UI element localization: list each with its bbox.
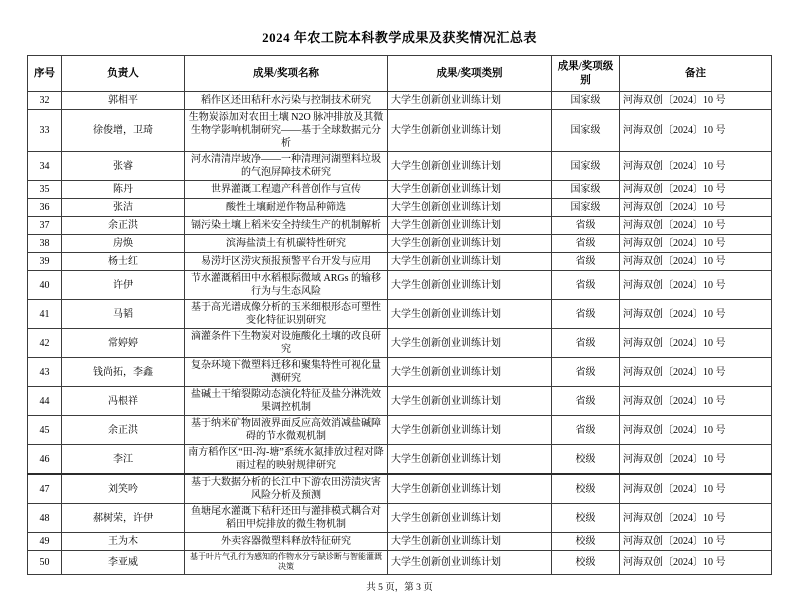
- cell-name: 稻作区还田秸秆水污染与控制技术研究: [185, 92, 388, 110]
- cell-leader: 马韬: [62, 300, 185, 329]
- cell-category: 大学生创新创业训练计划: [388, 533, 552, 551]
- cell-leader: 房焕: [62, 235, 185, 253]
- cell-category: 大学生创新创业训练计划: [388, 445, 552, 475]
- cell-leader: 余正洪: [62, 416, 185, 445]
- table-body: [28, 92, 772, 575]
- cell-no: 33: [28, 110, 62, 152]
- cell-remark: 河海双创〔2024〕10 号: [620, 152, 772, 181]
- cell-category: 大学生创新创业训练计划: [388, 387, 552, 416]
- cell-no: 34: [28, 152, 62, 181]
- cell-level: 校级: [552, 504, 620, 533]
- cell-name: 世界灌溉工程遗产科普创作与宣传: [185, 181, 388, 199]
- cell-no: 42: [28, 329, 62, 358]
- cell-level: 校级: [552, 533, 620, 551]
- cell-leader: 常婷婷: [62, 329, 185, 358]
- table-row: [28, 416, 772, 445]
- cell-category: 大学生创新创业训练计划: [388, 329, 552, 358]
- header-no: 序号: [28, 56, 62, 92]
- table-row: [28, 217, 772, 235]
- cell-name: 节水灌溉稻田中水稻根际微域 ARGs 的输移行为与生态风险: [185, 271, 388, 300]
- header-leader: 负责人: [62, 56, 185, 92]
- table-row: [28, 329, 772, 358]
- cell-remark: 河海双创〔2024〕10 号: [620, 504, 772, 533]
- cell-remark: 河海双创〔2024〕10 号: [620, 235, 772, 253]
- cell-leader: 李江: [62, 445, 185, 475]
- cell-name: 生物炭添加对农田土壤 N2O 脉冲排放及其微生物学影响机制研究——基于全球数据元分析: [185, 110, 388, 152]
- cell-no: 32: [28, 92, 62, 110]
- cell-category: 大学生创新创业训练计划: [388, 217, 552, 235]
- table-row: [28, 181, 772, 199]
- cell-name: 基于叶片气孔行为感知的作物水分亏缺诊断与智能灌溉决策: [185, 551, 388, 575]
- table-row: [28, 152, 772, 181]
- cell-name: 滴灌条件下生物炭对设施酸化土壤的改良研究: [185, 329, 388, 358]
- cell-level: 省级: [552, 387, 620, 416]
- cell-remark: 河海双创〔2024〕10 号: [620, 110, 772, 152]
- cell-no: 35: [28, 181, 62, 199]
- cell-remark: 河海双创〔2024〕10 号: [620, 92, 772, 110]
- cell-leader: 张睿: [62, 152, 185, 181]
- table-row: [28, 271, 772, 300]
- cell-name: 基于高光谱成像分析的玉米细根形态可塑性变化特征识别研究: [185, 300, 388, 329]
- cell-no: 48: [28, 504, 62, 533]
- table-row: [28, 358, 772, 387]
- cell-level: 省级: [552, 235, 620, 253]
- cell-category: 大学生创新创业训练计划: [388, 504, 552, 533]
- cell-leader: 杨士红: [62, 253, 185, 271]
- cell-category: 大学生创新创业训练计划: [388, 271, 552, 300]
- cell-no: 41: [28, 300, 62, 329]
- cell-category: 大学生创新创业训练计划: [388, 358, 552, 387]
- cell-level: 省级: [552, 253, 620, 271]
- cell-level: 省级: [552, 300, 620, 329]
- cell-no: 44: [28, 387, 62, 416]
- cell-level: 国家级: [552, 110, 620, 152]
- cell-category: 大学生创新创业训练计划: [388, 253, 552, 271]
- cell-no: 50: [28, 551, 62, 575]
- table-row: [28, 504, 772, 533]
- cell-remark: 河海双创〔2024〕10 号: [620, 253, 772, 271]
- cell-level: 校级: [552, 551, 620, 575]
- cell-level: 国家级: [552, 92, 620, 110]
- cell-level: 国家级: [552, 152, 620, 181]
- header-achievement-name: 成果/奖项名称: [185, 56, 388, 92]
- table-row: [28, 235, 772, 253]
- cell-remark: 河海双创〔2024〕10 号: [620, 271, 772, 300]
- cell-remark: 河海双创〔2024〕10 号: [620, 300, 772, 329]
- table-row: [28, 551, 772, 575]
- cell-name: 盐碱土干缩裂隙动态演化特征及盐分淋洗效果调控机制: [185, 387, 388, 416]
- table-row: [28, 92, 772, 110]
- cell-level: 省级: [552, 329, 620, 358]
- cell-category: 大学生创新创业训练计划: [388, 92, 552, 110]
- cell-category: 大学生创新创业训练计划: [388, 416, 552, 445]
- cell-no: 47: [28, 474, 62, 504]
- header-remark: 备注: [620, 56, 772, 92]
- cell-name: 河水清清岸坡净——一种清理河湖塑料垃圾的气泡屏障技术研究: [185, 152, 388, 181]
- cell-category: 大学生创新创业训练计划: [388, 551, 552, 575]
- cell-name: 外卖容器微塑料释放特征研究: [185, 533, 388, 551]
- table-row: [28, 253, 772, 271]
- cell-remark: 河海双创〔2024〕10 号: [620, 217, 772, 235]
- table-header-row: [28, 56, 772, 92]
- cell-name: 易涝圩区涝灾预报预警平台开发与应用: [185, 253, 388, 271]
- cell-category: 大学生创新创业训练计划: [388, 300, 552, 329]
- table-row: [28, 300, 772, 329]
- cell-remark: 河海双创〔2024〕10 号: [620, 387, 772, 416]
- cell-remark: 河海双创〔2024〕10 号: [620, 199, 772, 217]
- cell-leader: 徐俊增，卫琦: [62, 110, 185, 152]
- cell-no: 36: [28, 199, 62, 217]
- cell-leader: 刘笑吟: [62, 474, 185, 504]
- cell-level: 国家级: [552, 181, 620, 199]
- cell-name: 鱼塘尾水灌溉下秸秆还田与灌排模式耦合对稻田甲烷排放的微生物机制: [185, 504, 388, 533]
- cell-remark: 河海双创〔2024〕10 号: [620, 533, 772, 551]
- cell-no: 40: [28, 271, 62, 300]
- cell-name: 南方稻作区“田-沟-塘”系统水氮排放过程对降雨过程的映射规律研究: [185, 445, 388, 475]
- table-row: [28, 199, 772, 217]
- cell-level: 省级: [552, 358, 620, 387]
- page-footer: 共 5 页，第 3 页: [366, 582, 433, 593]
- page-title: 2024 年农工院本科教学成果及获奖情况汇总表: [262, 30, 537, 45]
- cell-level: 省级: [552, 271, 620, 300]
- cell-no: 37: [28, 217, 62, 235]
- table-row: [28, 387, 772, 416]
- cell-level: 国家级: [552, 199, 620, 217]
- cell-no: 39: [28, 253, 62, 271]
- cell-leader: 王为木: [62, 533, 185, 551]
- cell-category: 大学生创新创业训练计划: [388, 152, 552, 181]
- cell-no: 43: [28, 358, 62, 387]
- cell-name: 酸性土壤耐逆作物品种筛选: [185, 199, 388, 217]
- cell-name: 基于大数据分析的长江中下游农田涝渍灾害风险分析及预测: [185, 474, 388, 504]
- cell-leader: 郝树荣，许伊: [62, 504, 185, 533]
- cell-category: 大学生创新创业训练计划: [388, 181, 552, 199]
- cell-name: 复杂环境下微塑料迁移和聚集特性可视化量测研究: [185, 358, 388, 387]
- cell-category: 大学生创新创业训练计划: [388, 474, 552, 504]
- cell-level: 省级: [552, 416, 620, 445]
- cell-remark: 河海双创〔2024〕10 号: [620, 181, 772, 199]
- table-row: [28, 533, 772, 551]
- awards-summary-table: [27, 55, 772, 575]
- table-row: [28, 474, 772, 504]
- cell-category: 大学生创新创业训练计划: [388, 235, 552, 253]
- cell-no: 46: [28, 445, 62, 475]
- cell-name: 基于纳米矿物固液界面反应高效消减盐碱障碍的节水微观机制: [185, 416, 388, 445]
- cell-level: 校级: [552, 474, 620, 504]
- table-row: [28, 110, 772, 152]
- cell-remark: 河海双创〔2024〕10 号: [620, 551, 772, 575]
- cell-no: 49: [28, 533, 62, 551]
- cell-remark: 河海双创〔2024〕10 号: [620, 416, 772, 445]
- cell-no: 38: [28, 235, 62, 253]
- cell-remark: 河海双创〔2024〕10 号: [620, 474, 772, 504]
- cell-name: 滨海盐渍土有机碳特性研究: [185, 235, 388, 253]
- cell-no: 45: [28, 416, 62, 445]
- cell-leader: 郭相平: [62, 92, 185, 110]
- cell-leader: 冯根祥: [62, 387, 185, 416]
- cell-remark: 河海双创〔2024〕10 号: [620, 329, 772, 358]
- cell-name: 镉污染土壤上稻米安全持续生产的机制解析: [185, 217, 388, 235]
- cell-category: 大学生创新创业训练计划: [388, 110, 552, 152]
- cell-level: 省级: [552, 217, 620, 235]
- header-category: 成果/奖项类别: [388, 56, 552, 92]
- cell-leader: 许伊: [62, 271, 185, 300]
- cell-leader: 钱尚拓，李鑫: [62, 358, 185, 387]
- table-row: [28, 445, 772, 475]
- cell-remark: 河海双创〔2024〕10 号: [620, 358, 772, 387]
- cell-leader: 陈丹: [62, 181, 185, 199]
- cell-leader: 李亚威: [62, 551, 185, 575]
- cell-leader: 张洁: [62, 199, 185, 217]
- cell-level: 校级: [552, 445, 620, 475]
- cell-leader: 余正洪: [62, 217, 185, 235]
- cell-category: 大学生创新创业训练计划: [388, 199, 552, 217]
- cell-remark: 河海双创〔2024〕10 号: [620, 445, 772, 475]
- header-level: 成果/奖项级别: [552, 56, 620, 92]
